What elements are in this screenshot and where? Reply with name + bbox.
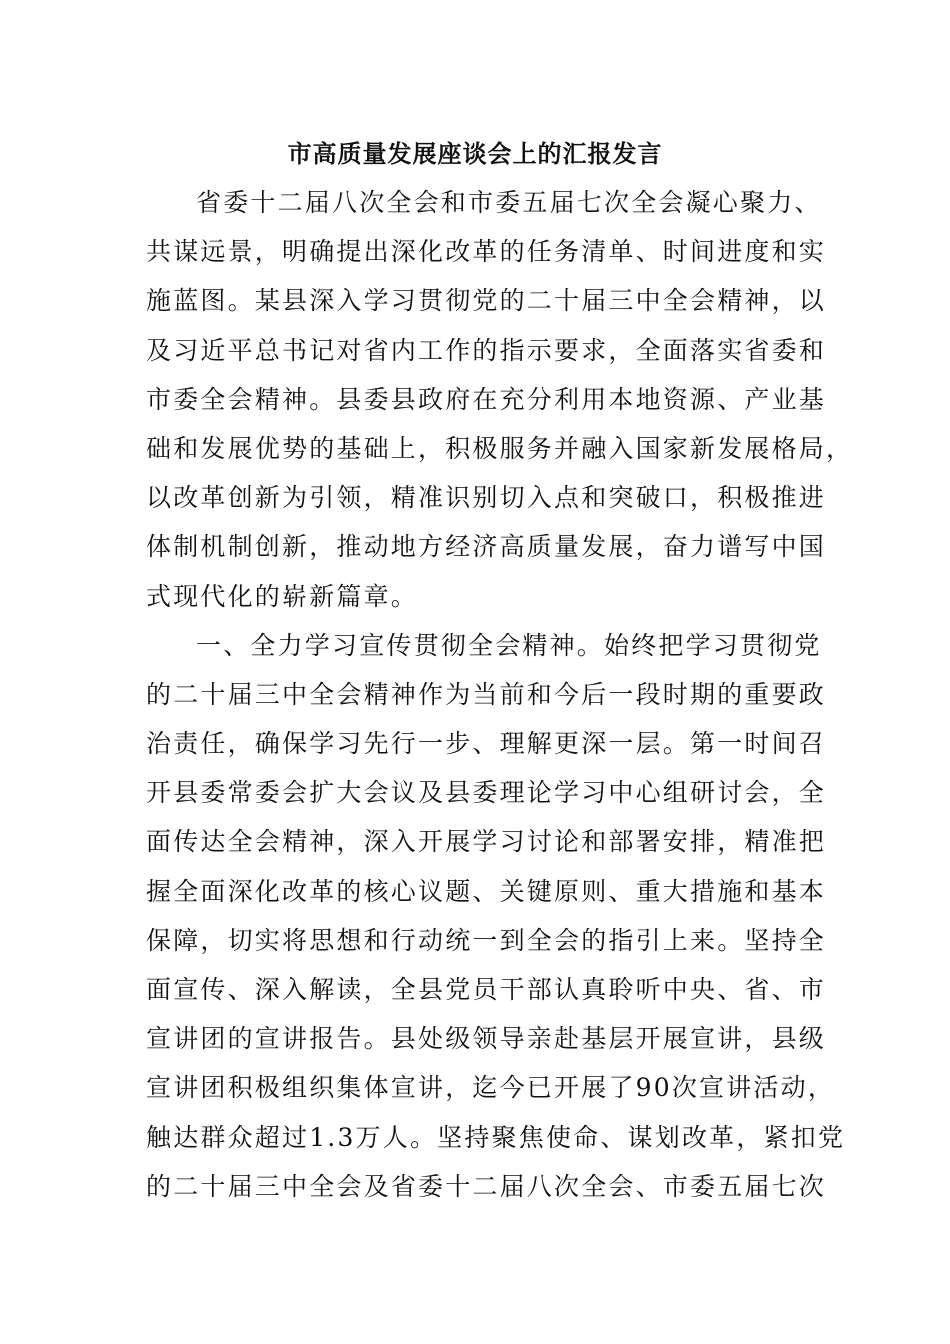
paragraph-first-line: 省委十二届八次全会和市委五届七次全会凝心聚力、 (196, 188, 822, 217)
text-line: 保障，切实将思想和行动统一到全会的指引上来。坚持全 (146, 925, 827, 955)
text-line: 宣讲团的宣讲报告。县处级领导亲赴基层开展宣讲，县级 (146, 1024, 827, 1054)
paragraph-first-line: 一、全力学习宣传贯彻全会精神。始终把学习贯彻党 (196, 630, 822, 660)
text-line: 施蓝图。某县深入学习贯彻党的二十届三中全会精神，以 (146, 286, 827, 316)
text-line: 体制机制创新，推动地方经济高质量发展，奋力谱写中国 (146, 532, 827, 562)
text-line: 市委全会精神。县委县政府在充分利用本地资源、产业基 (146, 384, 827, 414)
text-line: 触达群众超过1.3万人。坚持聚焦使命、谋划改革，紧扣党 (146, 1122, 846, 1152)
text-line: 宣讲团积极组织集体宣讲，迄今已开展了90次宣讲活动， (146, 1073, 836, 1103)
text-line: 共谋远景，明确提出深化改革的任务清单、时间进度和实 (146, 237, 827, 267)
text-line: 治责任，确保学习先行一步、理解更深一层。第一时间召 (146, 729, 827, 759)
text-line: 的二十届三中全会及省委十二届八次全会、市委五届七次 (146, 1171, 827, 1201)
document-title: 市高质量发展座谈会上的汇报发言 (287, 139, 663, 168)
text-line: 以改革创新为引领，精准识别切入点和突破口，积极推进 (146, 483, 827, 513)
text-line: 及习近平总书记对省内工作的指示要求，全面落实省委和 (146, 335, 827, 365)
text-line: 础和发展优势的基础上，积极服务并融入国家新发展格局， (146, 433, 854, 463)
text-line: 握全面深化改革的核心议题、关键原则、重大措施和基本 (146, 876, 827, 906)
text-line: 开县委常委会扩大会议及县委理论学习中心组研讨会，全 (146, 778, 827, 808)
text-line: 面宣传、深入解读，全县党员干部认真聆听中央、省、市 (146, 975, 827, 1004)
text-line: 式现代化的崭新篇章。 (146, 581, 419, 611)
text-line: 的二十届三中全会精神作为当前和今后一段时期的重要政 (146, 679, 827, 709)
document-body (146, 178, 854, 1211)
text-line: 面传达全会精神，深入开展学习讨论和部署安排，精准把 (146, 827, 827, 857)
